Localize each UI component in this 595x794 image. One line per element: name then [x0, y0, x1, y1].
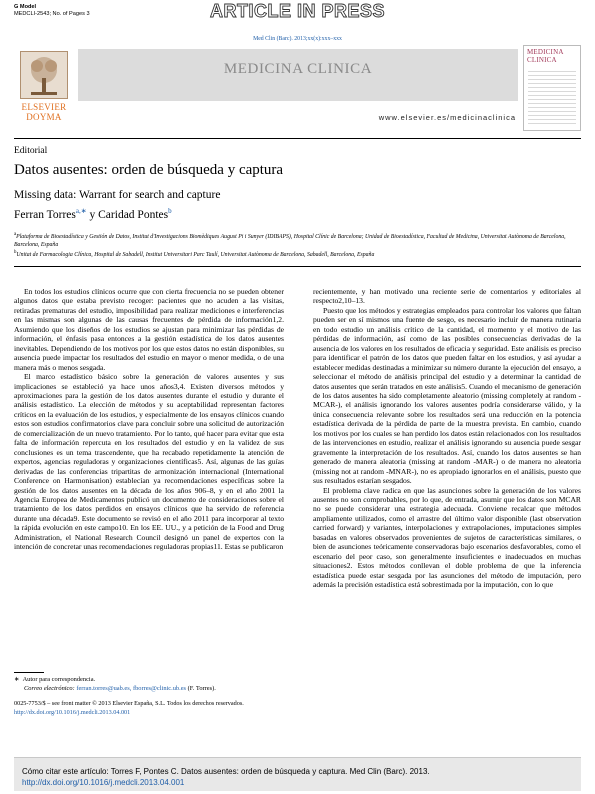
author-separator: y [86, 209, 99, 221]
elsevier-logo[interactable] [14, 45, 74, 133]
paragraph: El marco estadístico básico sobre la generación de valores ausentes y sus implicaciones se estableció ya hace unos años3,4. Existen diversos métodos y aproximaciones para la gestión de los datos ausentes durante el estudio y durante el análisis estadístico. La elección de métodos y su aceptabilidad representan factores críticos en la evaluación de los estudios, y especialmente de los ensayos clínicos cuando estos son estudios confirmatorios clave para concluir sobre una solicitud de autorización de comercialización de un nuevo tratamiento. Por lo tanto, qué hacer para evitar que esta falta de información repercuta en los resultados del estudio y en la validez de sus conclusiones es un tema trascendente, que ha recabado repetidamente la atención de expertos, agencias reguladoras y organizaciones científicas5. Así, algunas de las guías derivadas de las conferencias tripartitas de armonización internacional (International Conference on Harmonisation) establecían ya recomendaciones específicas sobre la gestión de los datos ausentes en la década de los años 906–8, y en el año 2001 la Agencia Europea de Medicamentos publicó un documento de consideraciones sobre el tratamiento de los datos perdidos en ensayos clínicos que ha servido de referencia durante una década9. Este documento se revisó en el año 2011 para incorporar al texto la rápida evolución en este campo10. En los EE. UU., y a petición de la Food and Drug Administration, el National Research Council designó un panel de expertos con la intención de concretar unas recomendaciones reguladoras propias11. Estas se publicaron [14, 372, 284, 552]
header-rule [14, 138, 581, 139]
body-column-right [313, 287, 581, 590]
cover-lines [528, 68, 576, 124]
footnote-label: Autor para correspondencia. [22, 676, 96, 683]
cover-title [524, 46, 580, 64]
paragraph: En todos los estudios clínicos ocurre que con cierta frecuencia no se pueden obtener algunos datos que estaba previsto recoger: pacientes que no acuden a las visitas, retiradas prematuras del estudio, imposibilidad para realizar mediciones e interferencias en las mismas son algunas de las causas frecuentes de pérdida de información1,2. Asumiendo que los diseños de los estudios se ajustan para minimizar las pérdidas de información, el énfasis pasa entonces a la gestión estadística de los datos ausentes inevitables. Dependiendo de los motivos por los que estos datos no están disponibles, su ausencia puede impactar los resultados del estudio en mayor o menor medida, o de una manera más o menos sesgada. [14, 287, 284, 372]
affiliation-text: Unitat de Farmacologia Clínica, Hospital de Sabadell, Institut Universitari Parc Taulí, Universitat Autònoma de Barcelona, Sabadell, Barcelona, España [16, 251, 375, 258]
corresponding-author-footnote [14, 675, 216, 693]
author-affiliation-marker[interactable]: a,∗ [75, 207, 87, 215]
paragraph: El problema clave radica en que las asunciones sobre la generación de los valores ausentes no son comprobables, por lo que, de entrada, asumir que los datos son MCAR no se puede considerar una estrategia adecuada. Conviene recalcar que métodos ampliamente utilizados, como el arrastre del último valor disponible (last observation carried forward) y variantes, interpolaciones y extrapolaciones, imputaciones simples basadas en valores observados provenientes de sujetos de características similares, o bien de asunciones teóricamente conservadoras bajo escenarios desfavorables, como el escenario del peor caso, son generalmente insuficientes e inadecuados en muchas situaciones2. Estos métodos conllevan el doble problema de que la inferencia estadística puede estar sesgada por las asunciones del método de imputación, pero además la precisión estadística está sobrestimada por la imputación, con lo que [313, 485, 581, 590]
author-name[interactable]: Ferran Torres [14, 209, 76, 221]
affiliation-marker: b [14, 250, 17, 255]
doyma-wordmark: DOYMA [26, 112, 62, 122]
abstract-rule [14, 266, 581, 267]
elsevier-wordmark: ELSEVIER [21, 102, 67, 112]
how-to-cite-box [14, 757, 581, 791]
journal-name-band [78, 49, 518, 101]
cite-doi-link[interactable]: http://dx.doi.org/10.1016/j.medcli.2013.04.001 [22, 778, 185, 787]
copyright-block [14, 700, 244, 718]
author-affiliation-marker[interactable]: b [168, 207, 172, 215]
journal-cover-thumbnail[interactable] [523, 45, 581, 131]
manuscript-id: MEDCLI-2543; No. of Pages 3 [14, 11, 90, 17]
section-label: Editorial [14, 146, 48, 156]
copyright-text: 0025-7753/$ – see front matter © 2013 Elsevier España, S.L. Todos los derechos reservados. [14, 700, 244, 707]
email-suffix: (F. Torres). [187, 685, 216, 692]
body-column-left [14, 287, 284, 552]
journal-name: MEDICINA CLINICA [223, 61, 373, 77]
footnote-rule [14, 672, 44, 673]
article-in-press-banner: ARTICLE IN PRESS [209, 1, 386, 21]
affiliation-marker: a [14, 232, 17, 237]
footnote-symbol: ∗ [14, 676, 20, 683]
email-prefix: Correo electrónico: [24, 685, 75, 692]
article-subtitle: Missing data: Warrant for search and capture [14, 189, 221, 201]
cover-title-line-1: MEDICINA [527, 48, 564, 56]
email-link[interactable]: ferran.torres@uab.es, fborres@clinic.ub.es [76, 685, 187, 692]
cover-title-line-2: CLINICA [527, 55, 557, 64]
affiliation-text: Plataforma de Bioestadística y Gestión de Datos, Institut d'Investigacions Biomèdiques August Pi i Sunyer (IDIBAPS), Hospital Clínic de Barcelona; Unidad de Bioestadística, Facultad de Medicina, Universitat Autònoma de Barcelona, Barcelona, España [14, 233, 566, 248]
model-label: G Model [14, 4, 37, 10]
elsevier-tree-icon [20, 51, 68, 99]
affiliation-b [14, 249, 581, 259]
journal-citation-link[interactable]: Med Clin (Barc). 2013;xx(x):xxx–xxx [253, 36, 342, 42]
journal-banner [14, 45, 581, 133]
author-name[interactable]: Caridad Pontes [98, 209, 169, 221]
doi-link[interactable]: http://dx.doi.org/10.1016/j.medcli.2013.04.001 [14, 708, 131, 716]
article-title: Datos ausentes: orden de búsqueda y captura [14, 162, 284, 178]
paragraph: recientemente, y han motivado una reciente serie de comentarios y editoriales al respecto2,10–13. [313, 287, 581, 306]
publisher-logo-text [14, 102, 74, 122]
paragraph: Puesto que los métodos y estrategias empleados para controlar los valores que faltan pueden ser en sí mismos una fuente de sesgo, es necesario incluir de manera rutinaria en todo estudio un análisis crítico de la cantidad, el momento y el motivo de las pérdidas de información, así como de las posibles consecuencias derivadas de la ausencia de los valores en los resultados de eficacia y seguridad. Este análisis es preciso para identificar el patrón de los datos que pueden faltar en los estudios, y así ayudar a establecer medidas destinadas a minimizar su número durante la ejecución del ensayo, a seleccionar el método de análisis principal del estudio y a determinar la cantidad de datos ausentes que serán tratados en este análisis5. Cuando el mecanismo de generación de los datos ausentes ha sido completamente aleatorio (missing completely at random -MCAR-), el análisis ignorando los valores ausentes podría considerarse válido, y la única consecuencia relevante sobre los resultados será una reducción en la potencia estadística derivada de la pérdida de parte de la muestra prevista. En cambio, cuando los motivos por los cuales se han perdido los datos están relacionados con los resultados de las intervenciones en estudio, realizar el análisis ignorando su ausencia puede sesgar gravemente la interpretación de los resultados. Así, cuando los datos ausentes se han generado de manera aleatoria (missing at random -MAR-) o de manera no aleatoria (missing not at random -MNAR-), no es apropiado ignorarlos en el análisis, puesto que sus resultados estarían sesgados. [313, 305, 581, 486]
cite-text: Cómo citar este artículo: Torres F, Pontes C. Datos ausentes: orden de búsqueda y captura. Med Clin (Barc). 2013. [22, 767, 430, 776]
author-list [14, 209, 172, 221]
journal-url-link[interactable]: www.elsevier.es/medicinaclinica [378, 113, 516, 122]
affiliation-a [14, 231, 581, 249]
